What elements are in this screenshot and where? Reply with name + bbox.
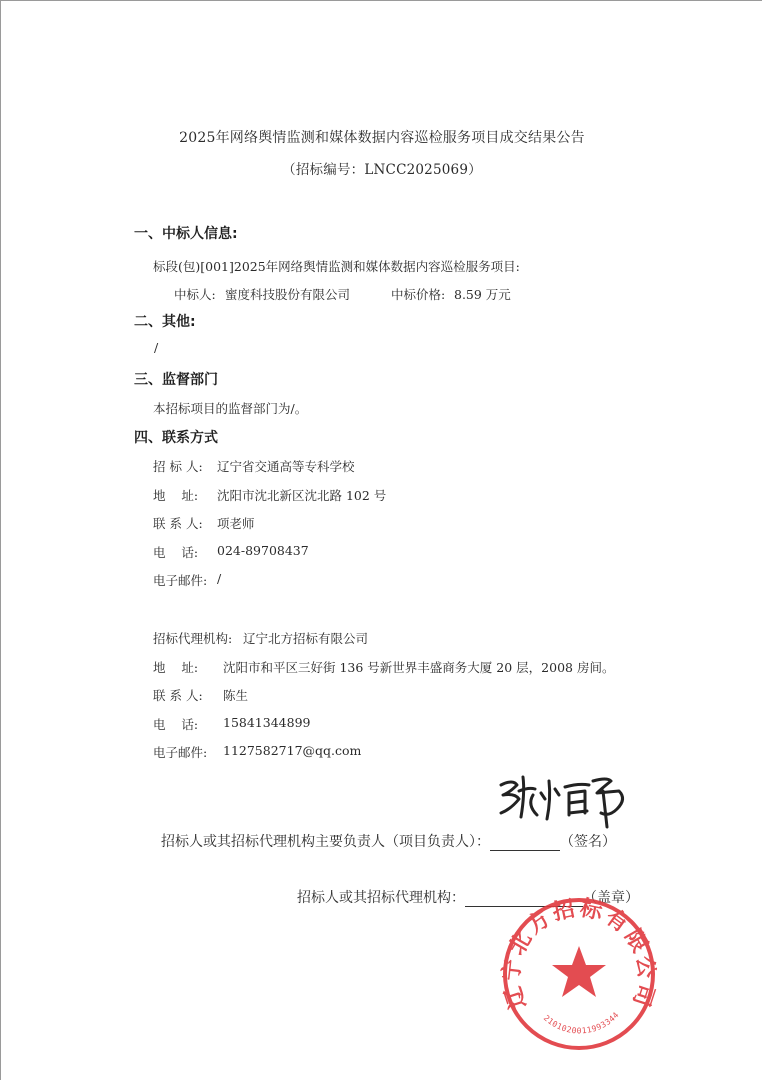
tenderer-email-label: 电子邮件:: [153, 573, 208, 588]
supervision-text: 本招标项目的监督部门为/。: [153, 401, 308, 416]
price-label: 中标价格:: [391, 287, 446, 302]
seal-text: 辽宁北方招标有限公司: [499, 895, 659, 1013]
agency-name: 辽宁北方招标有限公司: [243, 631, 369, 646]
agency-seal-label: 招标人或其招标代理机构：: [297, 890, 465, 906]
agency-address-label: 地 址:: [153, 660, 199, 675]
other-text: /: [154, 340, 159, 355]
tenderer-phone: 024-89708437: [217, 543, 309, 558]
agency-address: 沈阳市和平区三好街 136 号新世界丰盛商务大厦 20 层，2008 房间。: [223, 660, 615, 675]
sign-suffix: （签名）: [560, 834, 616, 850]
responsible-person-line: [161, 831, 616, 851]
price-value: 8.59 万元: [454, 287, 511, 302]
winner-name: 蜜度科技股份有限公司: [225, 287, 351, 302]
tenderer-email: /: [217, 571, 222, 586]
agency-phone-label: 电 话:: [153, 717, 199, 732]
document-title: 2025年网络舆情监测和媒体数据内容巡检服务项目成交结果公告: [179, 130, 585, 146]
tenderer-name: 辽宁省交通高等专科学校: [217, 459, 355, 474]
section-heading-contact: 四、联系方式: [134, 430, 218, 446]
agency-phone: 15841344899: [223, 715, 311, 730]
section-heading-other: 二、其他:: [134, 314, 196, 330]
seal-star-icon: [552, 946, 606, 997]
seal-suffix: （盖章）: [583, 890, 639, 906]
section-heading-winner: 一、中标人信息:: [134, 226, 238, 242]
tenderer-contact: 项老师: [217, 516, 255, 531]
agency-email: 1127582717@qq.com: [223, 743, 362, 758]
official-seal: [499, 896, 659, 1056]
seal-number: 2101020011993344: [541, 1010, 621, 1036]
agency-email-label: 电子邮件:: [153, 745, 208, 760]
lot-description: 标段(包)[001]2025年网络舆情监测和媒体数据内容巡检服务项目:: [153, 259, 520, 274]
agency-name-label: 招标代理机构:: [153, 631, 233, 646]
tenderer-address: 沈阳市沈北新区沈北路 102 号: [217, 488, 387, 503]
winner-label: 中标人:: [174, 287, 216, 302]
tenderer-phone-label: 电 话:: [153, 545, 199, 560]
responsible-label: 招标人或其招标代理机构主要负责人（项目负责人）：: [161, 834, 490, 850]
bid-number: （招标编号：LNCC2025069）: [282, 162, 482, 178]
section-heading-supervision: 三、监督部门: [134, 372, 218, 388]
tenderer-contact-label: 联 系 人:: [153, 516, 203, 531]
handwritten-signature: [489, 769, 639, 829]
tenderer-address-label: 地 址:: [153, 488, 199, 503]
agency-contact: 陈生: [223, 688, 249, 703]
tenderer-name-label: 招 标 人:: [153, 459, 203, 474]
agency-contact-label: 联 系 人:: [153, 688, 203, 703]
signature-blank: [490, 834, 560, 851]
